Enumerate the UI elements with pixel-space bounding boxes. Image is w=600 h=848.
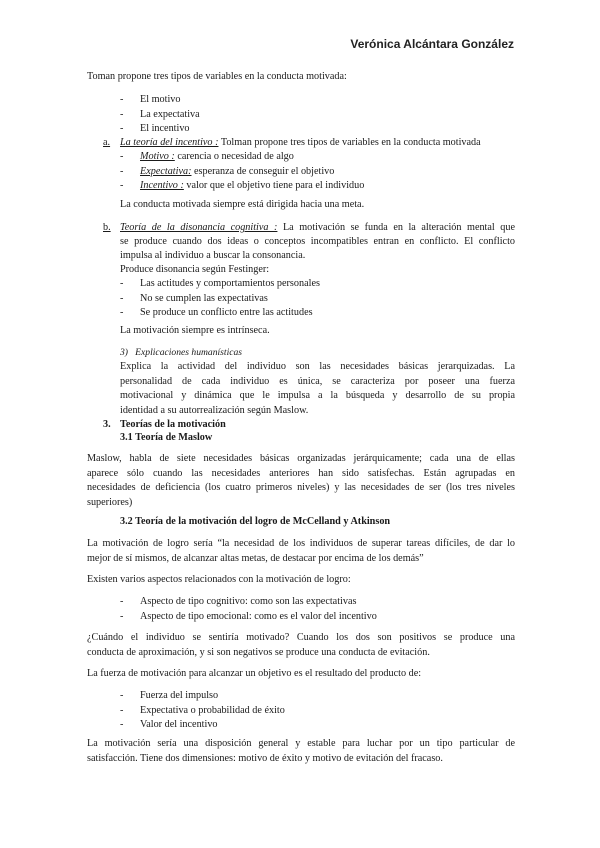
list-item: - Aspecto de tipo cognitivo: como son las expectativas xyxy=(120,595,377,610)
dissonance-note: La motivación siempre es intrínseca. xyxy=(120,325,270,336)
incentive-note: La conducta motivada siempre está dirigida hacia una meta. xyxy=(120,199,365,210)
list-marker-a: a. xyxy=(103,137,111,148)
paragraph-line: necesidades de deficiencia (los cuatro primeros niveles) y las necesidades de ser (los tres niveles xyxy=(87,482,515,494)
def-term: Expectativa: xyxy=(140,165,192,177)
achievement-definition xyxy=(87,537,515,566)
page-header-author: Verónica Alcántara González xyxy=(350,37,514,51)
list-item: - Fuerza del impulso xyxy=(120,689,285,704)
festinger-intro: Produce disonancia según Festinger: xyxy=(120,264,270,275)
aspects-list xyxy=(120,595,377,624)
list-item: - Valor del incentivo xyxy=(120,718,285,733)
def-text: valor que el objetivo tiene para el individuo xyxy=(183,180,365,192)
list-item xyxy=(120,179,364,194)
paragraph-line: conducta de aproximación, y si son negativos se produce una conducta de evitación. xyxy=(87,646,430,658)
list-marker-b: b. xyxy=(103,222,111,233)
humanist-heading: 3) Explicaciones humanísticas xyxy=(120,347,243,358)
paragraph-line: identidad a su autorrealización según Maslow. xyxy=(120,404,309,416)
dissonance-title: Teoría de la disonancia cognitiva : xyxy=(120,222,278,233)
subsection-heading-3-1: 3.1 Teoría de Maslow xyxy=(120,432,213,443)
tolman-list xyxy=(120,93,200,137)
incentive-theory-text: Tolman propone tres tipos de variables en la conducta motivada xyxy=(218,137,481,148)
def-term: Motivo : xyxy=(140,151,175,162)
dissonance-line-3: impulsa al individuo a buscar la consonancia. xyxy=(120,250,306,261)
dissonance-line-1 xyxy=(103,221,515,236)
list-item: - Expectativa o probabilidad de éxito xyxy=(120,704,285,719)
section-title: Teorías de la motivación xyxy=(120,419,226,430)
section-number: 3. xyxy=(103,419,111,430)
paragraph-line: Maslow, habla de siete necesidades básicas organizadas jerárquicamente; cada una de ellas xyxy=(87,453,515,464)
dissonance-text: La motivación se funda en la alteración mental que xyxy=(277,222,515,233)
incentive-theory-title: La teoría del incentivo : xyxy=(120,137,219,148)
list-item: - Se produce un conflicto entre las actitudes xyxy=(120,306,320,321)
paragraph-line: aparece sólo cuando las necesidades anteriores han sido satisfechas. Están agrupadas en xyxy=(87,467,515,479)
dissonance-list xyxy=(120,277,320,321)
def-text: esperanza de conseguir el objetivo xyxy=(191,165,335,177)
force-intro: La fuerza de motivación para alcanzar un objetivo es el resultado del producto de: xyxy=(87,668,422,679)
list-item: - Las actitudes y comportamientos personales xyxy=(120,277,320,292)
list-item: - Aspecto de tipo emocional: como es el valor del incentivo xyxy=(120,610,377,625)
paragraph-line: satisfacción. Tiene dos dimensiones: motivo de éxito y motivo de evitación del fracaso. xyxy=(87,752,443,764)
list-item xyxy=(120,150,364,165)
paragraph-line: ¿Cuándo el individuo se sentiría motivado? Cuando los dos son positivos se produce una xyxy=(87,632,515,643)
aspects-intro: Existen varios aspectos relacionados con la motivación de logro: xyxy=(87,574,351,585)
paragraph-line: motivacional y dinámica que le impulsa a la búsqueda y desarrollo de su propia xyxy=(120,390,515,402)
question-paragraph xyxy=(87,631,515,660)
dissonance-line-2: se produce cuando dos ideas o conceptos incompatibles entran en conflicto. El conflicto xyxy=(120,236,515,247)
factors-list xyxy=(120,689,285,733)
def-text: carencia o necesidad de algo xyxy=(174,151,294,162)
list-item: - La expectativa xyxy=(120,108,200,123)
incentive-defs-list xyxy=(120,150,364,194)
list-item: - El incentivo xyxy=(120,122,200,137)
list-item: - El motivo xyxy=(120,93,200,108)
list-item xyxy=(120,165,364,180)
paragraph-line: personalidad de cada individuo es única, se caracteriza por poseer una fuerza xyxy=(120,375,515,387)
paragraph-line: mejor de sí mismos, de alcanzar altas metas, de destacar por encima de los demás” xyxy=(87,552,424,564)
paragraph-line: Explica la actividad del individuo son las necesidades básicas jerarquizadas. La xyxy=(120,361,515,372)
final-paragraph xyxy=(87,737,515,766)
incentive-theory-line xyxy=(103,136,481,151)
list-item: - No se cumplen las expectativas xyxy=(120,292,320,307)
paragraph-line: La motivación sería una disposición general y estable para luchar por un tipo particular de xyxy=(87,738,515,749)
def-term: Incentivo : xyxy=(140,180,184,192)
tolman-intro: Toman propone tres tipos de variables en la conducta motivada: xyxy=(87,71,347,82)
paragraph-line: superiores) xyxy=(87,496,133,508)
humanist-paragraph xyxy=(120,360,515,418)
paragraph-line: La motivación de logro sería “la necesidad de los individuos de superar tareas difíciles, de dar lo xyxy=(87,538,515,549)
subsection-heading-3-2: 3.2 Teoría de la motivación del logro de McCelland y Atkinson xyxy=(120,516,391,527)
maslow-paragraph xyxy=(87,452,515,510)
